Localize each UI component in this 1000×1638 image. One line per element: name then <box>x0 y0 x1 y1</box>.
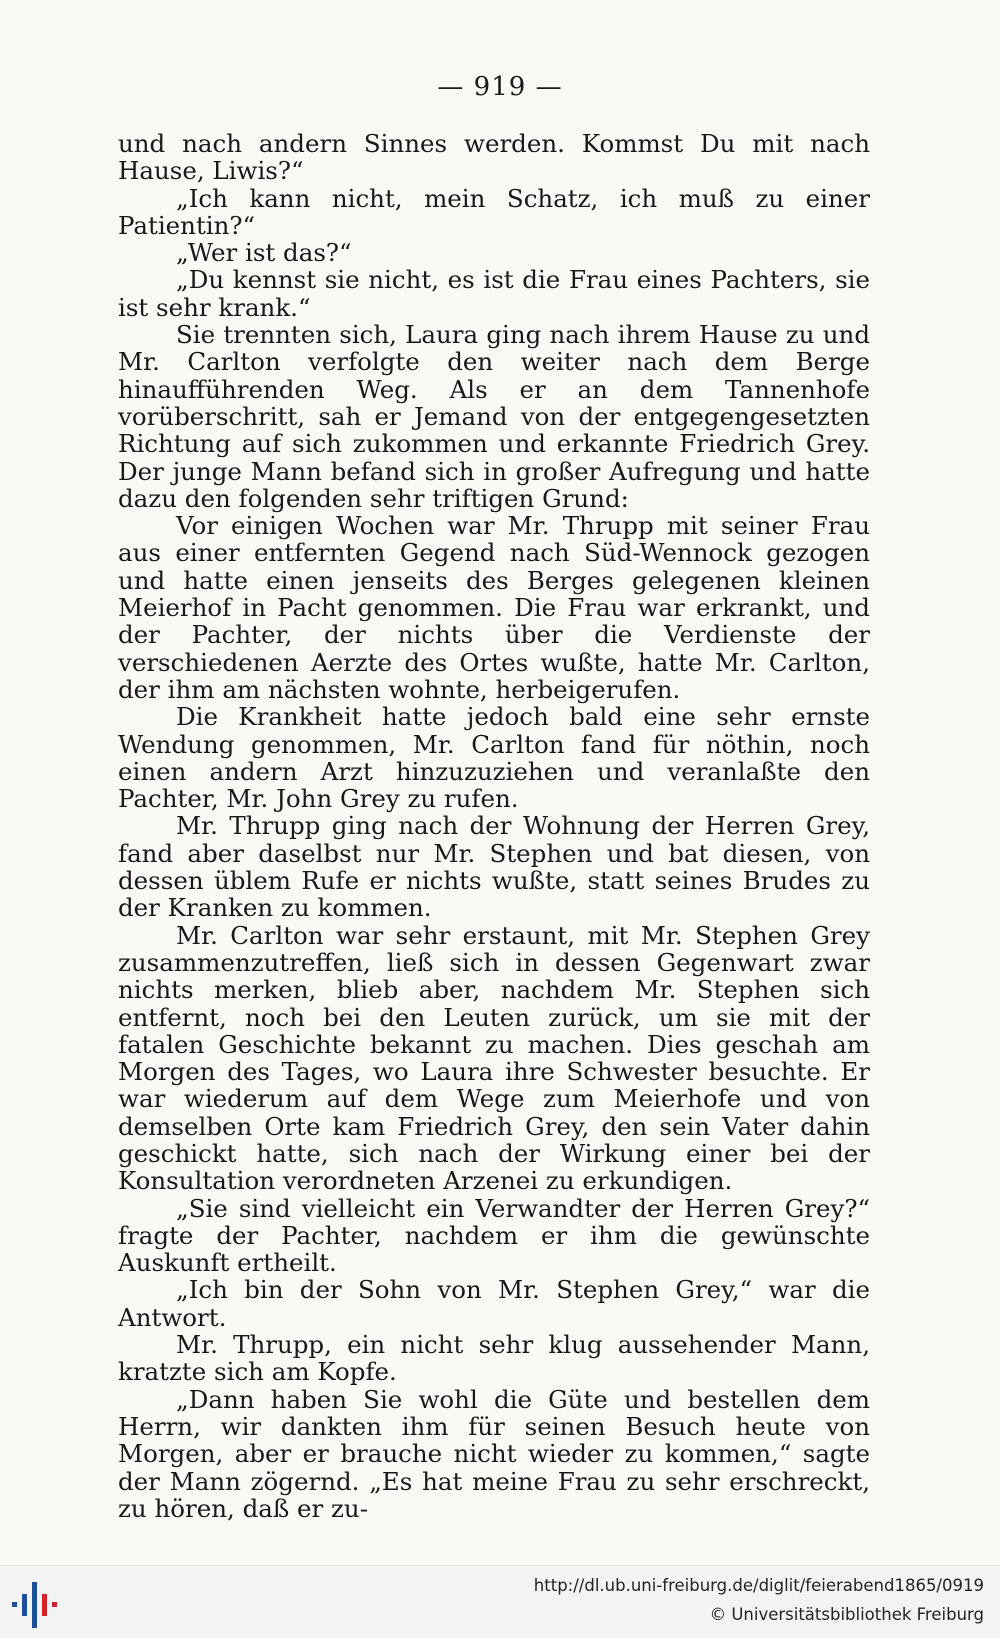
paragraph-9: Mr. Carlton war sehr erstaunt, mit Mr. Stephen Grey zusammenzutreffen, ließ sich in dessen Gegenwart zwar nichts merken, blieb aber, nachdem Mr. Stephen sich entfernt, noch bei den Leuten zurück, um sie mit der fatalen Geschichte bekannt zu machen. Dies geschah am Morgen des Tages, wo Laura ihre Schwester besuchte. Er war wiederum auf dem Wege zum Meierhofe und von demselben Orte kam Friedrich Grey, den sein Vater dahin geschickt hatte, sich nach der Wirkung einer bei der Konsultation verordneten Arzenei zu erkundigen. <box>118 920 870 1196</box>
paragraph-12: Mr. Thrupp, ein nicht sehr klug aussehender Mann, kratzte sich am Kopfe. <box>118 1330 870 1387</box>
body-text <box>118 130 870 1522</box>
paragraph-1: und nach andern Sinnes werden. Kommst Du mit nach Hause, Liwis?“ <box>118 129 870 186</box>
page-number: — 919 — <box>437 72 563 102</box>
paragraph-8: Mr. Thrupp ging nach der Wohnung der Herren Grey, fand aber daselbst nur Mr. Stephen und bat diesen, von dessen üblem Rufe er nichts wußte, statt seines Brudes zu der Kranken zu kommen. <box>118 811 870 923</box>
paragraph-10: „Sie sind vielleicht ein Verwandter der Herren Grey?“ fragte der Pachter, nachdem er ihm die gewünschte Auskunft ertheilt. <box>118 1193 870 1278</box>
paragraph-4: „Du kennst sie nicht, es ist die Frau eines Pachters, sie ist sehr krank.“ <box>118 265 870 322</box>
paragraph-13: „Dann haben Sie wohl die Güte und bestellen dem Herrn, wir dankten ihm für seinen Besuch heute von Morgen, aber er brauche nicht wieder zu kommen,“ sagte der Mann zögernd. „Es hat meine Frau zu sehr erschreckt, zu hören, daß er zu- <box>118 1384 870 1523</box>
paragraph-2: „Ich kann nicht, mein Schatz, ich muß zu einer Patientin?“ <box>118 183 870 240</box>
paragraph-6: Vor einigen Wochen war Mr. Thrupp mit seiner Frau aus einer entfernten Gegend nach Süd-Wennock gezogen und hatte einen jenseits des Berges gelegenen kleinen Meierhof in Pacht genommen. Die Frau war erkrankt, und der Pachter, der nichts über die Verdienste der verschiedenen Aerzte des Ortes wußte, hatte Mr. Carlton, der ihm am nächsten wohnte, herbeigerufen. <box>118 511 870 704</box>
paragraph-7: Die Krankheit hatte jedoch bald eine sehr ernste Wendung genommen, Mr. Carlton fand für nöthin, noch einen andern Arzt hinzuzuziehen und veranlaßte den Pachter, Mr. John Grey zu rufen. <box>118 702 870 814</box>
copyright-notice: © Universitätsbibliothek Freiburg <box>709 1605 984 1624</box>
source-url-link[interactable]: http://dl.ub.uni-freiburg.de/diglit/feierabend1865/0919 <box>533 1576 984 1595</box>
footer-bar <box>0 1565 1000 1638</box>
paragraph-3: „Wer ist das?“ <box>176 238 352 268</box>
paragraph-11: „Ich bin der Sohn von Mr. Stephen Grey,“ war die Antwort. <box>118 1275 870 1332</box>
paragraph-5: Sie trennten sich, Laura ging nach ihrem Hause zu und Mr. Carlton verfolgte den weiter nach dem Berge hinaufführenden Weg. Als er an dem Tannenhofe vorüberschritt, sah er Jemand von der entgegengesetzten Richtung auf sich zukommen und erkannte Friedrich Grey. Der junge Mann befand sich in großer Aufregung und hatte dazu den folgenden sehr triftigen Grund: <box>118 320 870 513</box>
ub-freiburg-logo-icon[interactable] <box>8 1580 64 1630</box>
